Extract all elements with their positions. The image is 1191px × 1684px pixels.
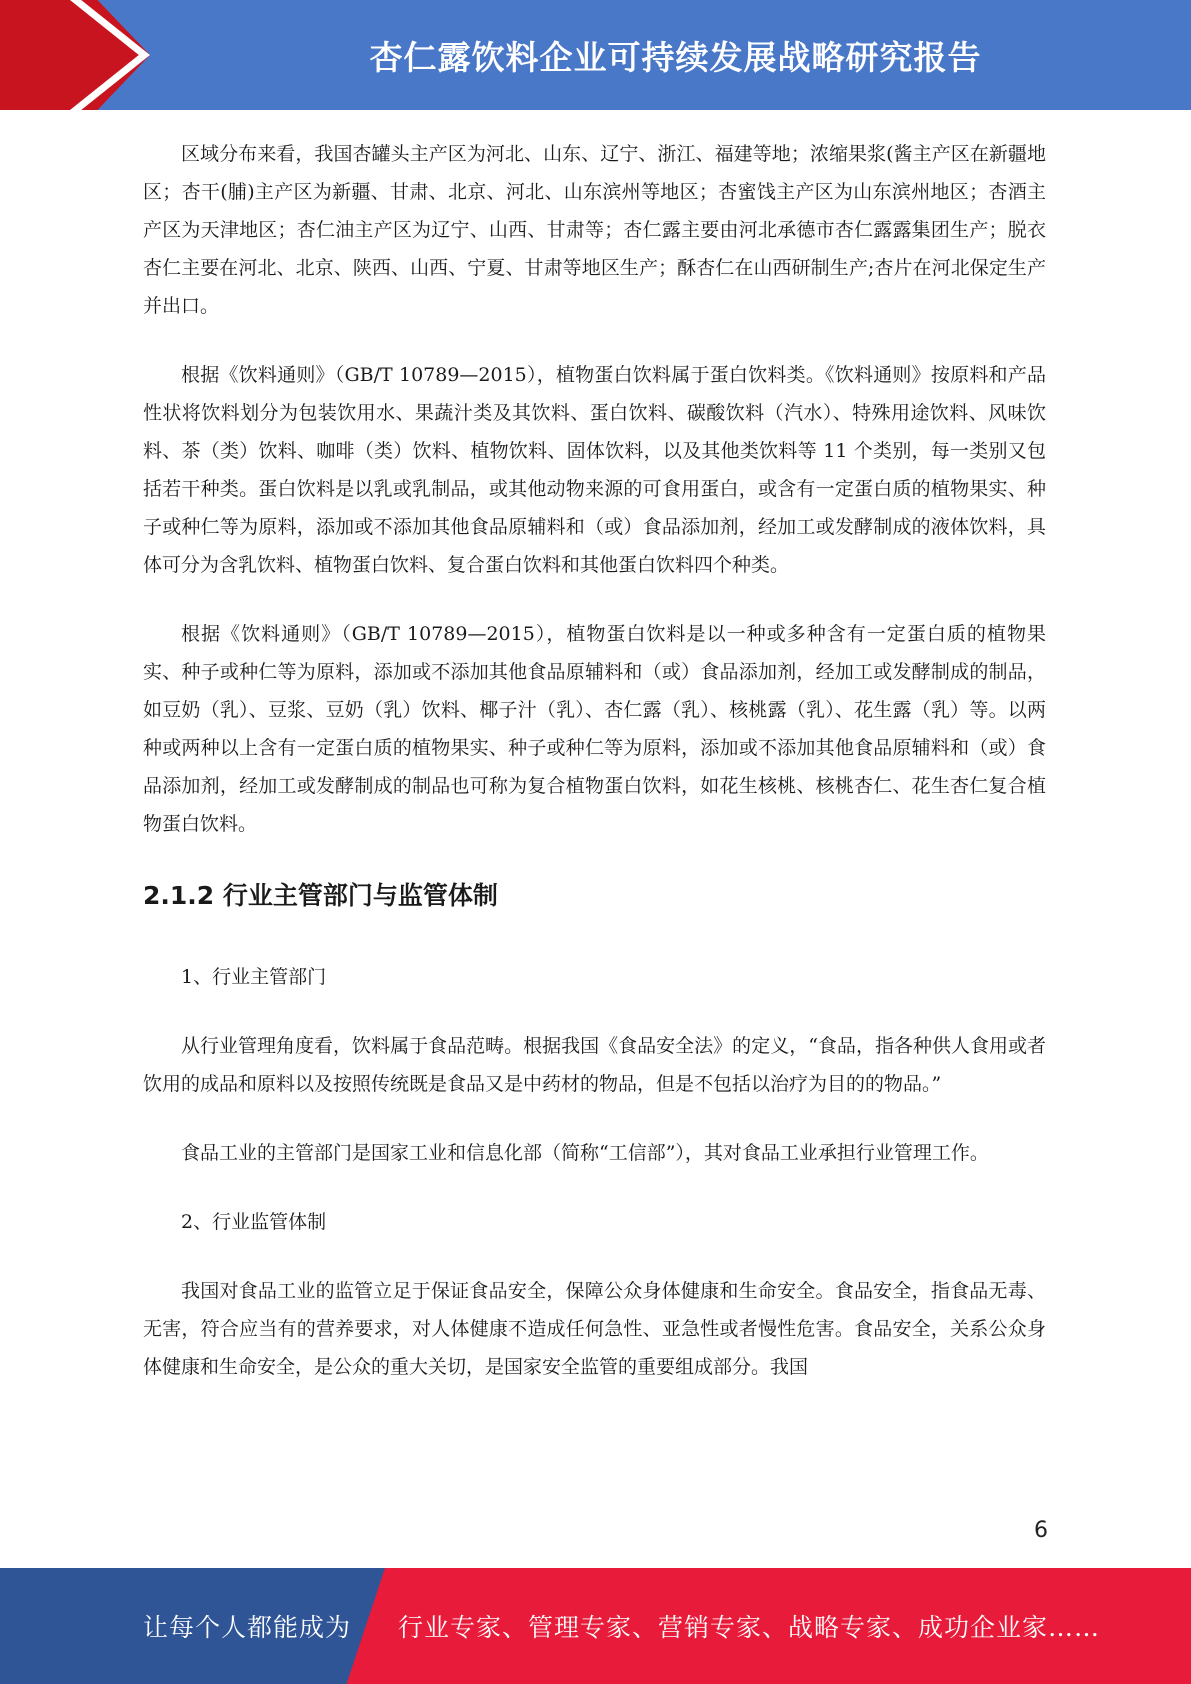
paragraph-miit-authority: 食品工业的主管部门是国家工业和信息化部（简称“工信部”），其对食品工业承担行业管理工作。 [181,1142,989,1164]
subheading-authority: 1、行业主管部门 [181,966,327,988]
section-heading: 2.1.2 行业主管部门与监管体制 [143,881,498,910]
header-red-chevron [0,0,150,110]
paragraph-plant-protein-beverage: 根据《饮料通则》（GB/T 10789—2015），植物蛋白饮料是以一种或多种含有一定蛋白质的植物果实、种子或种仁等为原料，添加或不添加其他食品原辅料和（或）食品添加剂，经加工或发酵制成的制品，如豆奶（乳）、豆浆、豆奶（乳）饮料、椰子汁（乳）、杏仁露（乳）、核桃露（乳）、花生露（乳）等。以两种或两种以上含有一定蛋白质的植物果实、种子或种仁等为原料，添加或不添加其他食品原辅料和（或）食品添加剂，经加工或发酵制成的制品也可称为复合植物蛋白饮料，如花生核桃、核桃杏仁、花生杏仁复合植物蛋白饮料。 [143,623,1046,835]
paragraph-food-definition: 从行业管理角度看，饮料属于食品范畴。根据我国《食品安全法》的定义，“食品，指各种供人食用或者饮用的成品和原料以及按照传统既是食品又是中药材的物品，但是不包括以治疗为目的的物品。” [143,1035,1046,1095]
subheading-regulation: 2、行业监管体制 [181,1211,327,1233]
page-number: 6 [1034,1518,1048,1543]
paragraph-beverage-classification: 根据《饮料通则》（GB/T 10789—2015），植物蛋白饮料属于蛋白饮料类。《饮料通则》按原料和产品性状将饮料划分为包装饮用水、果蔬汁类及其饮料、蛋白饮料、碳酸饮料（汽水）、特殊用途饮料、风味饮料、茶（类）饮料、咖啡（类）饮料、植物饮料、固体饮料，以及其他类饮料等 11 个类别，每一类别又包括若干种类。蛋白饮料是以乳或乳制品，或其他动物来源的可食用蛋白，或含有一定蛋白质的植物果实、种子或种仁等为原料，添加或不添加其他食品原辅料和（或）食品添加剂，经加工或发酵制成的液体饮料，具体可分为含乳饮料、植物蛋白饮料、复合蛋白饮料和其他蛋白饮料四个种类。 [143,364,1046,576]
page-content [143,135,1046,1417]
page-header [0,0,1191,110]
paragraph-food-safety: 我国对食品工业的监管立足于保证食品安全，保障公众身体健康和生命安全。食品安全，指食品无毒、无害，符合应当有的营养要求，对人体健康不造成任何急性、亚急性或者慢性危害。食品安全，关系公众身体健康和生命安全，是公众的重大关切，是国家安全监管的重要组成部分。我国 [143,1280,1046,1378]
footer-slogan-left: 让每个人都能成为 [143,1613,352,1642]
paragraph-regional-distribution: 区域分布来看，我国杏罐头主产区为河北、山东、辽宁、浙江、福建等地；浓缩果浆(酱主产区在新疆地区；杏干(脯)主产区为新疆、甘肃、北京、河北、山东滨州等地区；杏蜜饯主产区为山东滨州地区；杏酒主产区为天津地区；杏仁油主产区为辽宁、山西、甘肃等；杏仁露主要由河北承德市杏仁露露集团生产；脱衣杏仁主要在河北、北京、陕西、山西、宁夏、甘肃等地区生产；酥杏仁在山西研制生产;杏片在河北保定生产并出口。 [143,143,1046,317]
footer-slogan-right: 行业专家、管理专家、营销专家、战略专家、成功企业家…… [398,1613,1101,1642]
report-title: 杏仁露饮料企业可持续发展战略研究报告 [369,37,982,77]
page-footer [0,1568,1191,1684]
